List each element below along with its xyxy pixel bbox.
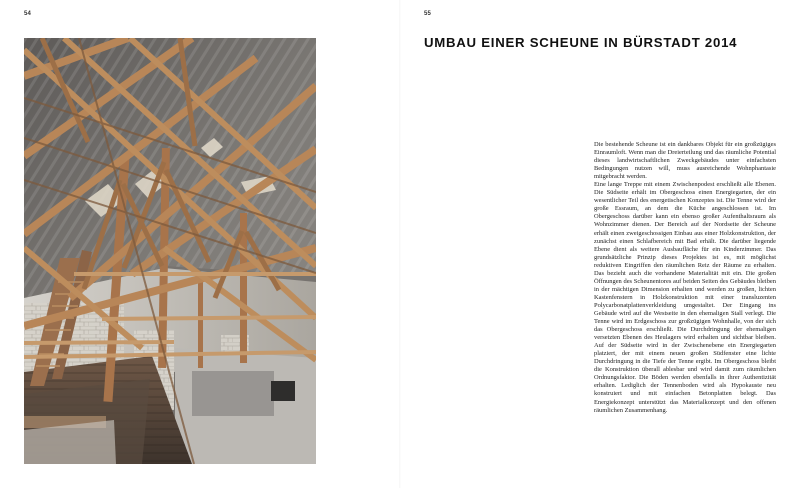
left-page-number: 54 (24, 11, 32, 17)
article-paragraph-2: Eine lange Treppe mit einem Zwischenpodest erschließt alle Ebenen. Die Südseite erhält im Obergeschoss einen Energiegarten, der ein wesentlicher Teil des energetischen Konzeptes ist. Die Tenne wird der große Essraum, an dem die Küche angeschlossen ist. Im Obergeschoss darüber kann ein ebenso großer Aufenthaltsraum als Wohnzimmer dienen. Der Bereich auf der Nordseite der Scheune erhält einen zweigeschossigen Einbau aus einer Holzkonstruktion, der zunächst einen Schlafbereich mit Bad erhält. Die darüber liegende Ebene dient als weitere Ausbaufläche für ein Kinderzimmer. Das grundsätzliche Prinzip dieses Projektes ist es, mit möglichst reduktiven Eingriffen den räumlichen Reiz der Räume zu erhalten. Das bezieht auch die vorhandene Materialität mit ein. Die großen Öffnungen des Scheunentores auf beiden Seiten des Gebäudes bleiben in der mächtigen Dimension erhalten und werden zu großen, lichten Kastenfenstern in Holzkonstruktion mit einer transluzenten Polycarbonatplattenverkleidung umgestaltet. Der Eingang ins Gebäude wird auf die Westseite in den ehemaligen Stall verlegt. Die Tenne wird im Erdgeschoss zur großzügigen Wohnhalle, von der sich das Obergeschoss erschließt. Die Durchdringung der ehemaligen versetzten Ebenen des Heulagers wird erhalten und sichtbar bleiben. Auf der Südseite wird in der Zwischenebene ein Energiegarten platziert, der mit einem neuen großen Südfenster eine lichte Durchdringung in die Tiefe der Tenne ergibt. Im Obergeschoss bleibt die Konstruktion überall ablesbar und wird damit zum räumlichen Ordnungsfaktor. Die Böden werden ebenfalls in ihrer Authentizität erhalten. Lediglich der Tennenboden wird als Hypokauste neu konstruiert und mit einfachen Betonplatten belegt. Das Energiekonzept unterstützt das Materialkonzept und den offenen räumlichen Zusammenhang. (594, 181, 776, 414)
barn-interior-illustration (24, 38, 316, 464)
right-page-number: 55 (424, 11, 432, 17)
barn-interior-photo (24, 38, 316, 464)
article-body (594, 141, 776, 415)
page-gutter (399, 0, 401, 488)
article-paragraph-1: Die bestehende Scheune ist ein dankbares Objekt für ein großzügiges Einraumloft. Wenn man die Dreierteilung und das räumliche Potential dieses landwirtschaftlichen Zweckgebäudes unter einfachsten Bedingungen nutzen will, muss ausreichende Wohnphantasie mitgebracht werden. (594, 141, 776, 181)
article-title: UMBAU EINER SCHEUNE IN BÜRSTADT 2014 (424, 35, 738, 50)
